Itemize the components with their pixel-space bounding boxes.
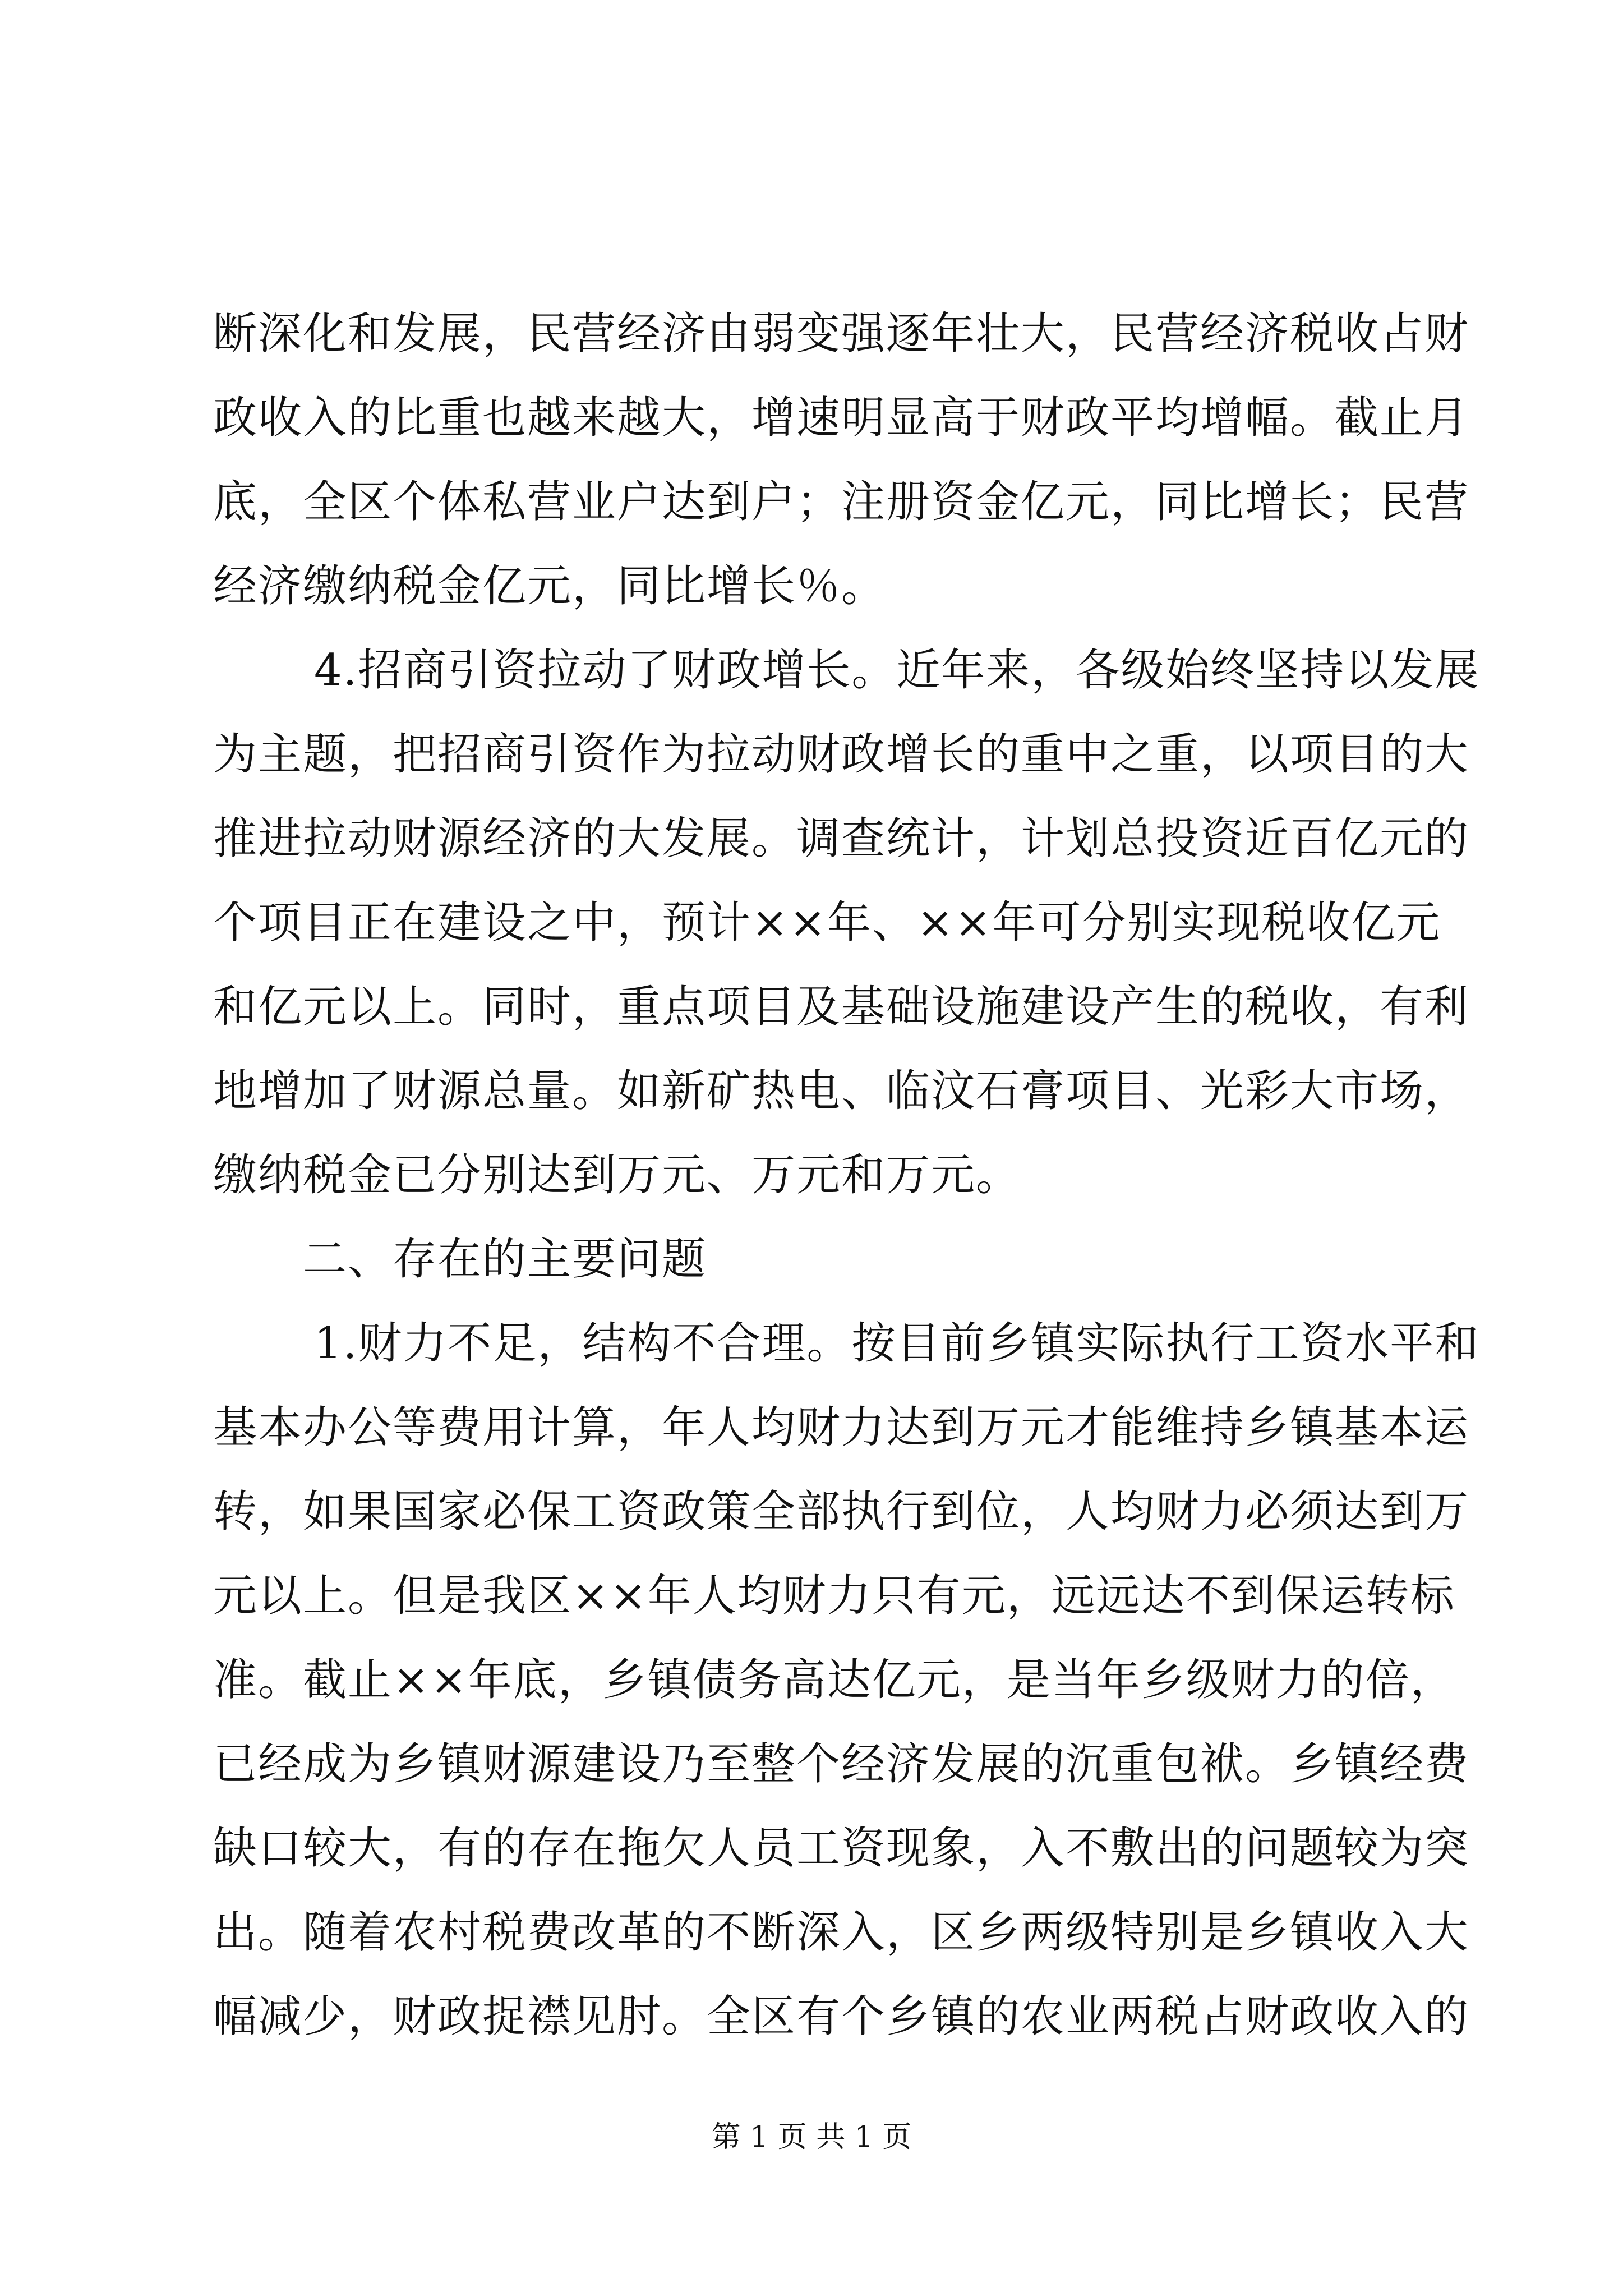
section-heading: 二、存在的主要问题: [303, 1234, 707, 1285]
body-line-15: 转，如果国家必保工资政策全部执行到位，人均财力必须达到万: [213, 1487, 1470, 1537]
body-line-10: 地增加了财源总量。如新矿热电、临汶石膏项目、光彩大市场，: [213, 1066, 1470, 1116]
body-line-4: 经济缴纳税金亿元，同比增长％。: [213, 561, 887, 611]
body-line-2: 政收入的比重也越来越大，增速明显高于财政平均增幅。截止月: [213, 393, 1470, 443]
body-line-11: 缴纳税金已分别达到万元、万元和万元。: [213, 1150, 1021, 1200]
page-footer: 第 1 页 共 1 页: [711, 2120, 912, 2154]
body-line-18: 已经成为乡镇财源建设乃至整个经济发展的沉重包袱。乡镇经费: [213, 1739, 1470, 1789]
body-line-17: 准。截止××年底，乡镇债务高达亿元，是当年乡级财力的倍，: [213, 1655, 1455, 1705]
body-line-7: 推进拉动财源经济的大发展。调查统计，计划总投资近百亿元的: [213, 813, 1470, 864]
body-line-21: 幅减少，财政捉襟见肘。全区有个乡镇的农业两税占财政收入的: [213, 1991, 1470, 2042]
body-line-16: 元以上。但是我区××年人均财力只有元，远远达不到保运转标: [213, 1571, 1455, 1621]
body-line-6: 为主题，把招商引资作为拉动财政增长的重中之重，以项目的大: [213, 729, 1470, 780]
paragraph-4-heading: 4.招商引资拉动了财政增长。近年来，各级始终坚持以发展: [314, 645, 1480, 696]
body-line-19: 缺口较大，有的存在拖欠人员工资现象，入不敷出的问题较为突: [213, 1823, 1470, 1874]
body-line-9: 和亿元以上。同时，重点项目及基础设施建设产生的税收，有利: [213, 982, 1470, 1032]
paragraph-1-heading: 1.财力不足，结构不合理。按目前乡镇实际执行工资水平和: [314, 1318, 1480, 1369]
body-line-8: 个项目正在建设之中，预计××年、××年可分别实现税收亿元: [213, 898, 1441, 948]
body-line-14: 基本办公等费用计算，年人均财力达到万元才能维持乡镇基本运: [213, 1402, 1470, 1453]
body-line-20: 出。随着农村税费改革的不断深入，区乡两级特别是乡镇收入大: [213, 1907, 1470, 1958]
body-line-3: 底，全区个体私营业户达到户；注册资金亿元，同比增长；民营: [213, 477, 1470, 527]
body-line-1: 断深化和发展，民营经济由弱变强逐年壮大，民营经济税收占财: [213, 309, 1470, 359]
